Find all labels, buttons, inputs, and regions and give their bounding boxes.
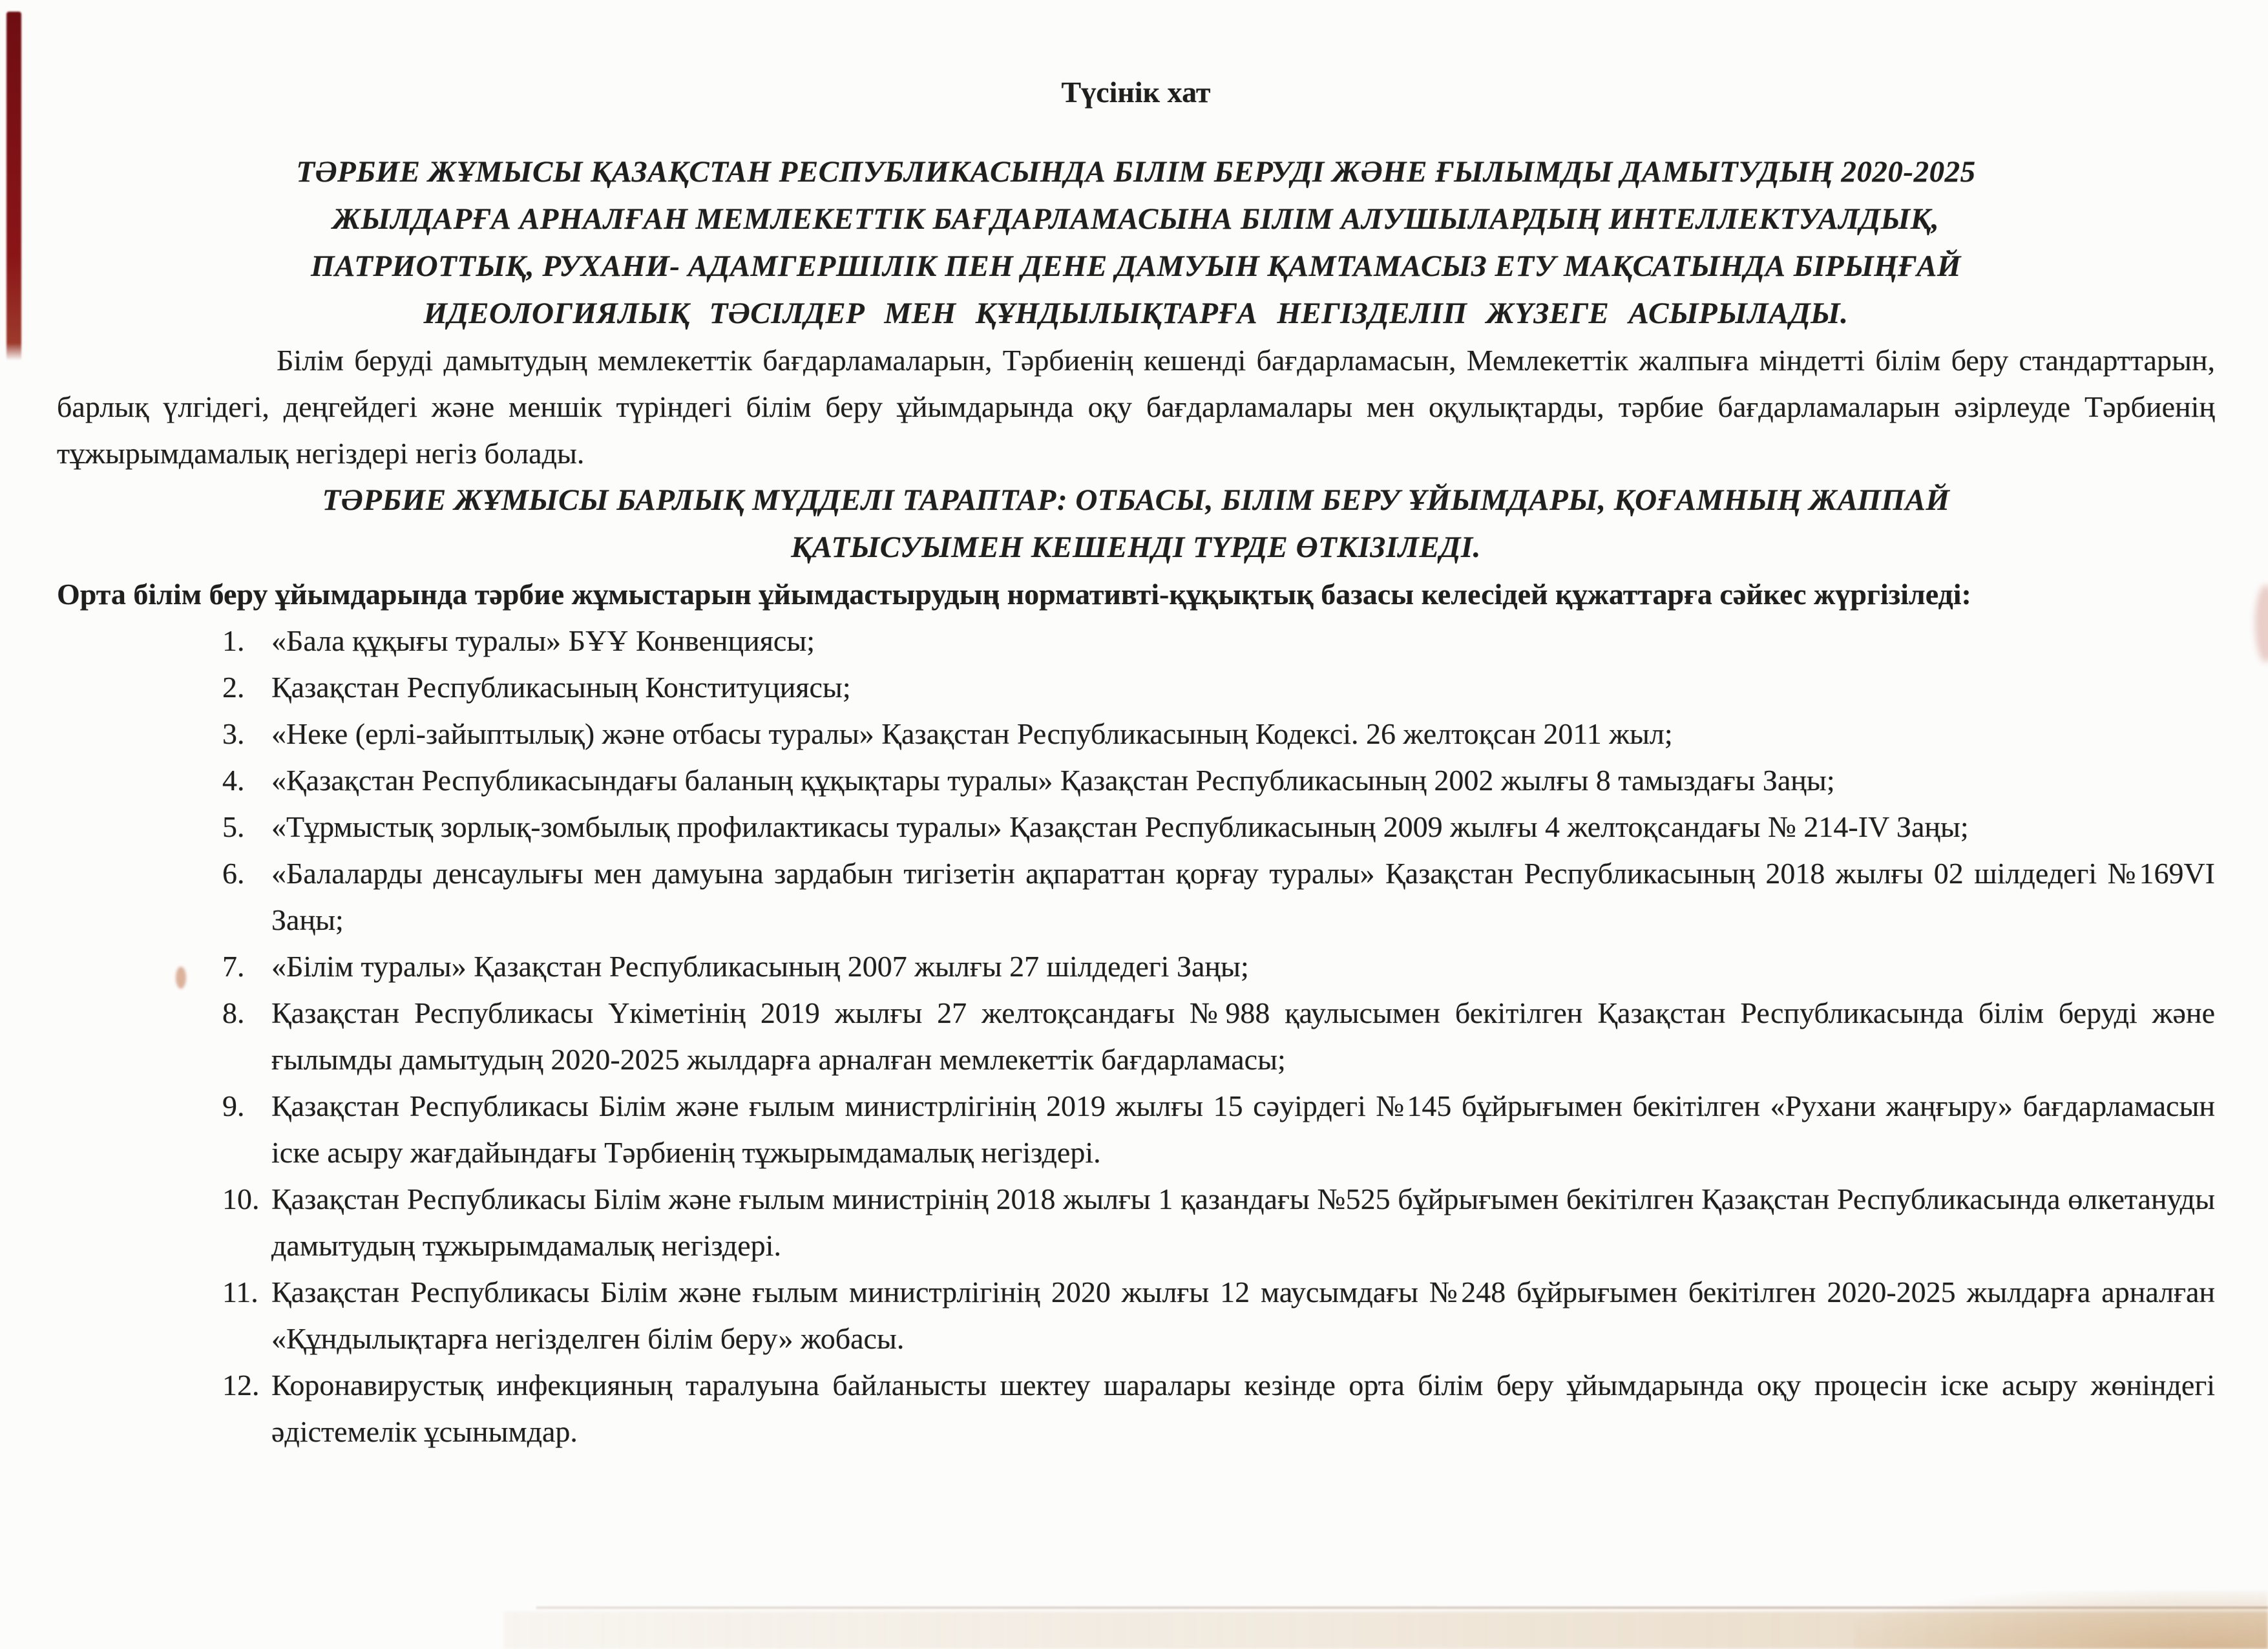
heading-line: ЖЫЛДАРҒА АРНАЛҒАН МЕМЛЕКЕТТІК БАҒДАРЛАМАСЫНА БІЛІМ АЛУШЫЛАРДЫҢ ИНТЕЛЛЕКТУАЛДЫҚ, xyxy=(332,202,1940,236)
heading-line: ҚАТЫСУЫМЕН КЕШЕНДІ ТҮРДЕ ӨТКІЗІЛЕДІ. xyxy=(791,530,1481,564)
paragraph-legal-basis-intro: Орта білім беру ұйымдарында тәрбие жұмыстарын ұйымдастырудың нормативті-құқықтық базасы келесідей құжаттарға сәйкес жүргізіледі: xyxy=(57,578,1971,611)
heading-line: ИДЕОЛОГИЯЛЫҚ ТӘСІЛДЕР МЕН ҚҰНДЫЛЫҚТАРҒА НЕГІЗДЕЛІП ЖҮЗЕГЕ АСЫРЫЛАДЫ. xyxy=(423,297,1849,330)
list-item: «Неке (ерлі-зайыптылық) және отбасы туралы» Қазақстан Республикасының Кодексі. 26 желтоқсан 2011 жыл; xyxy=(271,717,1673,750)
list-item: Қазақстан Республикасы Білім және ғылым министрлігінің 2019 жылғы 15 сәуірдегі №145 бұйрығымен бекітілген «Рухани жаңғыру» бағдарламасын іске асыру жағдайындағы Тәрбиенің тұжырымдамалық негіздері. xyxy=(271,1089,2215,1169)
legal-documents-list xyxy=(57,618,2215,1455)
heading-line: ТӘРБИЕ ЖҰМЫСЫ БАРЛЫҚ МҮДДЕЛІ ТАРАПТАР: ОТБАСЫ, БІЛІМ БЕРУ ҰЙЫМДАРЫ, ҚОҒАМНЫҢ ЖАППАЙ xyxy=(322,483,1950,517)
document-title: Түсінік хат xyxy=(1061,76,1211,109)
list-item: «Білім туралы» Қазақстан Республикасының 2007 жылғы 27 шілдедегі Заңы; xyxy=(271,950,1249,983)
list-item: Қазақстан Республикасы Білім және ғылым министрлігінің 2020 жылғы 12 маусымдағы №248 бұйрығымен бекітілген 2020-2025 жылдарға арналған «Құндылықтарға негізделген білім беру» жобасы. xyxy=(271,1276,2215,1355)
list-item: «Балаларды денсаулығы мен дамуына зардабын тигізетін ақпараттан қорғау туралы» Қазақстан Республикасының 2018 жылғы 02 шілдедегі №169VI Заңы; xyxy=(271,857,2215,936)
heading-line: ПАТРИОТТЫҚ, РУХАНИ- АДАМГЕРШІЛІК ПЕН ДЕНЕ ДАМУЫН ҚАМТАМАСЫЗ ЕТУ МАҚСАТЫНДА БІРЫҢҒАЙ xyxy=(311,249,1961,283)
paragraph-foundations: Білім беруді дамытудың мемлекеттік бағдарламаларын, Тәрбиенің кешенді бағдарламасын, Мемлекеттік жалпыға міндетті білім беру стандарттарын, барлық үлгідегі, деңгейдегі және меншік түріндегі білім беру ұйымдарында оқу бағдарламалары мен оқулықтарды, тәрбие бағдарламаларын әзірлеуде Тәрбиенің тұжырымдамалық негіздері негіз болады. xyxy=(57,344,2215,470)
scan-edge-artifact-corner xyxy=(1854,1591,2268,1649)
list-item: Қазақстан Республикасы Білім және ғылым министрінің 2018 жылғы 1 қазандағы №525 бұйрығымен бекітілген Қазақстан Республикасында өлкетануды дамытудың тұжырымдамалық негіздері. xyxy=(271,1182,2215,1262)
heading-block-program xyxy=(57,149,2215,337)
list-item: Коронавирустық инфекцияның таралуына байланысты шектеу шаралары кезінде орта білім беру ұйымдарында оқу процесін іске асыру жөніндегі әдістемелік ұсынымдар. xyxy=(271,1369,2215,1448)
list-item: «Қазақстан Республикасындағы баланың құқықтары туралы» Қазақстан Республикасының 2002 жылғы 8 тамыздағы Заңы; xyxy=(271,764,1835,797)
heading-block-stakeholders xyxy=(57,477,2215,571)
list-item: «Тұрмыстық зорлық-зомбылық профилактикасы туралы» Қазақстан Республикасының 2009 жылғы 4 желтоқсандағы № 214-IV Заңы; xyxy=(271,810,1969,843)
list-item: Қазақстан Республикасы Үкіметінің 2019 жылғы 27 желтоқсандағы №988 қаулысымен бекітілген Қазақстан Республикасында білім беруді және ғылымды дамытудың 2020-2025 жылдарға арналған мемлекеттік бағдарламасы; xyxy=(271,996,2215,1076)
list-item: «Бала құқығы туралы» БҰҰ Конвенциясы; xyxy=(271,624,815,657)
heading-line: ТӘРБИЕ ЖҰМЫСЫ ҚАЗАҚСТАН РЕСПУБЛИКАСЫНДА БІЛІМ БЕРУДІ ЖӘНЕ ҒЫЛЫМДЫ ДАМЫТУДЫҢ 2020-2025 xyxy=(296,155,1976,189)
list-item: Қазақстан Республикасының Конституциясы; xyxy=(271,671,851,704)
